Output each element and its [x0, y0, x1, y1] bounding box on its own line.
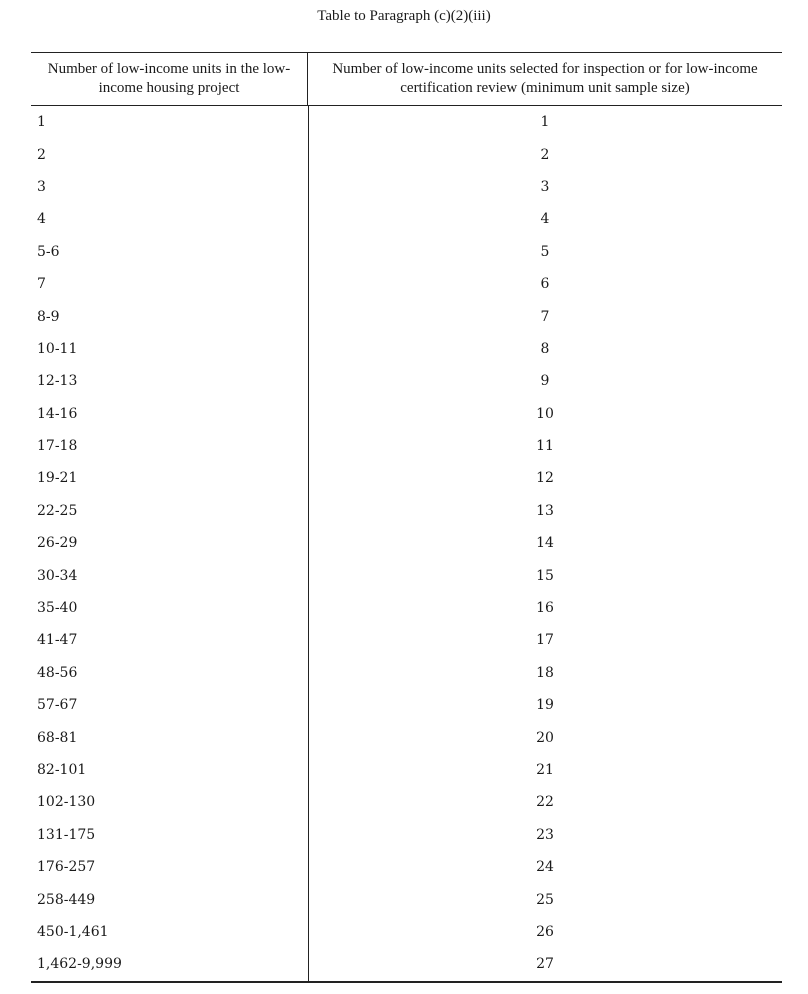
cell-sample-size: 6 [540, 276, 550, 293]
table-row [31, 495, 782, 527]
cell-sample-size: 16 [536, 600, 554, 617]
cell-low-income-units: 4 [37, 211, 46, 228]
table-row [31, 268, 782, 300]
cell-sample-size: 21 [536, 762, 554, 778]
table-row [31, 203, 782, 235]
cell-sample-size: 11 [536, 438, 554, 455]
table-row [31, 948, 782, 980]
cell-sample-size: 8 [540, 340, 550, 357]
table-row [31, 171, 782, 203]
table-row [31, 365, 782, 397]
cell-sample-size: 23 [536, 826, 554, 843]
cell-sample-size: 27 [536, 956, 554, 973]
table-row [31, 819, 782, 851]
cell-low-income-units: 17-18 [37, 438, 78, 455]
cell-sample-size: 1 [540, 114, 550, 131]
cell-low-income-units: 35-40 [37, 600, 78, 617]
cell-low-income-units: 57-67 [37, 697, 78, 714]
cell-low-income-units: 7 [37, 276, 46, 293]
cell-sample-size: 2 [540, 146, 550, 163]
cell-sample-size: 18 [536, 664, 554, 681]
cell-sample-size: 13 [536, 502, 554, 519]
table-body [31, 106, 782, 981]
cell-low-income-units: 41-47 [37, 632, 78, 649]
cell-low-income-units: 131-175 [37, 826, 96, 843]
cell-low-income-units: 19-21 [37, 470, 78, 487]
table-row [31, 462, 782, 494]
cell-sample-size: 25 [536, 891, 554, 908]
table-row [31, 236, 782, 268]
table-row [31, 721, 782, 753]
cell-sample-size: 4 [540, 211, 550, 228]
table-row [31, 592, 782, 624]
cell-sample-size: 5 [540, 243, 550, 260]
cell-low-income-units: 3 [37, 178, 46, 195]
cell-sample-size: 9 [540, 373, 550, 390]
sample-size-table [31, 52, 782, 983]
header-low-income-units: Number of low-income units in the low-income housing project [31, 53, 308, 105]
cell-low-income-units: 450-1,461 [37, 923, 109, 940]
cell-sample-size: 19 [536, 697, 554, 714]
cell-low-income-units: 26-29 [37, 535, 78, 552]
cell-low-income-units: 1 [37, 114, 46, 131]
table-row [31, 786, 782, 818]
table-header [31, 53, 782, 106]
cell-low-income-units: 12-13 [37, 373, 78, 390]
table-row [31, 689, 782, 721]
table-row [31, 851, 782, 883]
cell-low-income-units: 68-81 [37, 729, 78, 746]
table-row [31, 527, 782, 559]
cell-low-income-units: 30-34 [37, 567, 78, 584]
cell-low-income-units: 2 [37, 146, 46, 163]
cell-low-income-units: 14-16 [37, 405, 78, 422]
cell-low-income-units: 82-101 [37, 762, 87, 778]
table-row [31, 333, 782, 365]
table-row [31, 398, 782, 430]
cell-low-income-units: 22-25 [37, 502, 78, 519]
table-row [31, 138, 782, 170]
table-row [31, 106, 782, 138]
cell-low-income-units: 5-6 [37, 243, 60, 260]
cell-low-income-units: 258-449 [37, 891, 96, 908]
cell-sample-size: 12 [536, 470, 554, 487]
cell-sample-size: 14 [536, 535, 554, 552]
cell-low-income-units: 176-257 [37, 859, 96, 876]
cell-sample-size: 22 [536, 794, 554, 811]
cell-low-income-units: 1,462-9,999 [37, 956, 122, 973]
table-title: Table to Paragraph (c)(2)(iii) [317, 8, 491, 24]
table-row [31, 300, 782, 332]
table-row [31, 916, 782, 948]
cell-sample-size: 3 [540, 178, 550, 195]
table-row [31, 754, 782, 786]
cell-sample-size: 17 [536, 632, 554, 649]
table-row [31, 559, 782, 591]
table-row [31, 657, 782, 689]
header-minimum-sample-size: Number of low-income units selected for inspection or for low-income certification review (minimum unit sample size) [332, 61, 758, 96]
table-row [31, 624, 782, 656]
cell-sample-size: 10 [536, 405, 554, 422]
cell-sample-size: 20 [536, 729, 554, 746]
cell-low-income-units: 8-9 [37, 308, 60, 325]
cell-low-income-units: 10-11 [37, 340, 78, 357]
cell-sample-size: 7 [540, 308, 550, 325]
cell-sample-size: 15 [536, 567, 554, 584]
cell-low-income-units: 102-130 [37, 794, 96, 811]
cell-sample-size: 24 [536, 859, 554, 876]
table-row [31, 430, 782, 462]
table-row [31, 883, 782, 915]
cell-low-income-units: 48-56 [37, 664, 78, 681]
cell-sample-size: 26 [536, 923, 554, 940]
